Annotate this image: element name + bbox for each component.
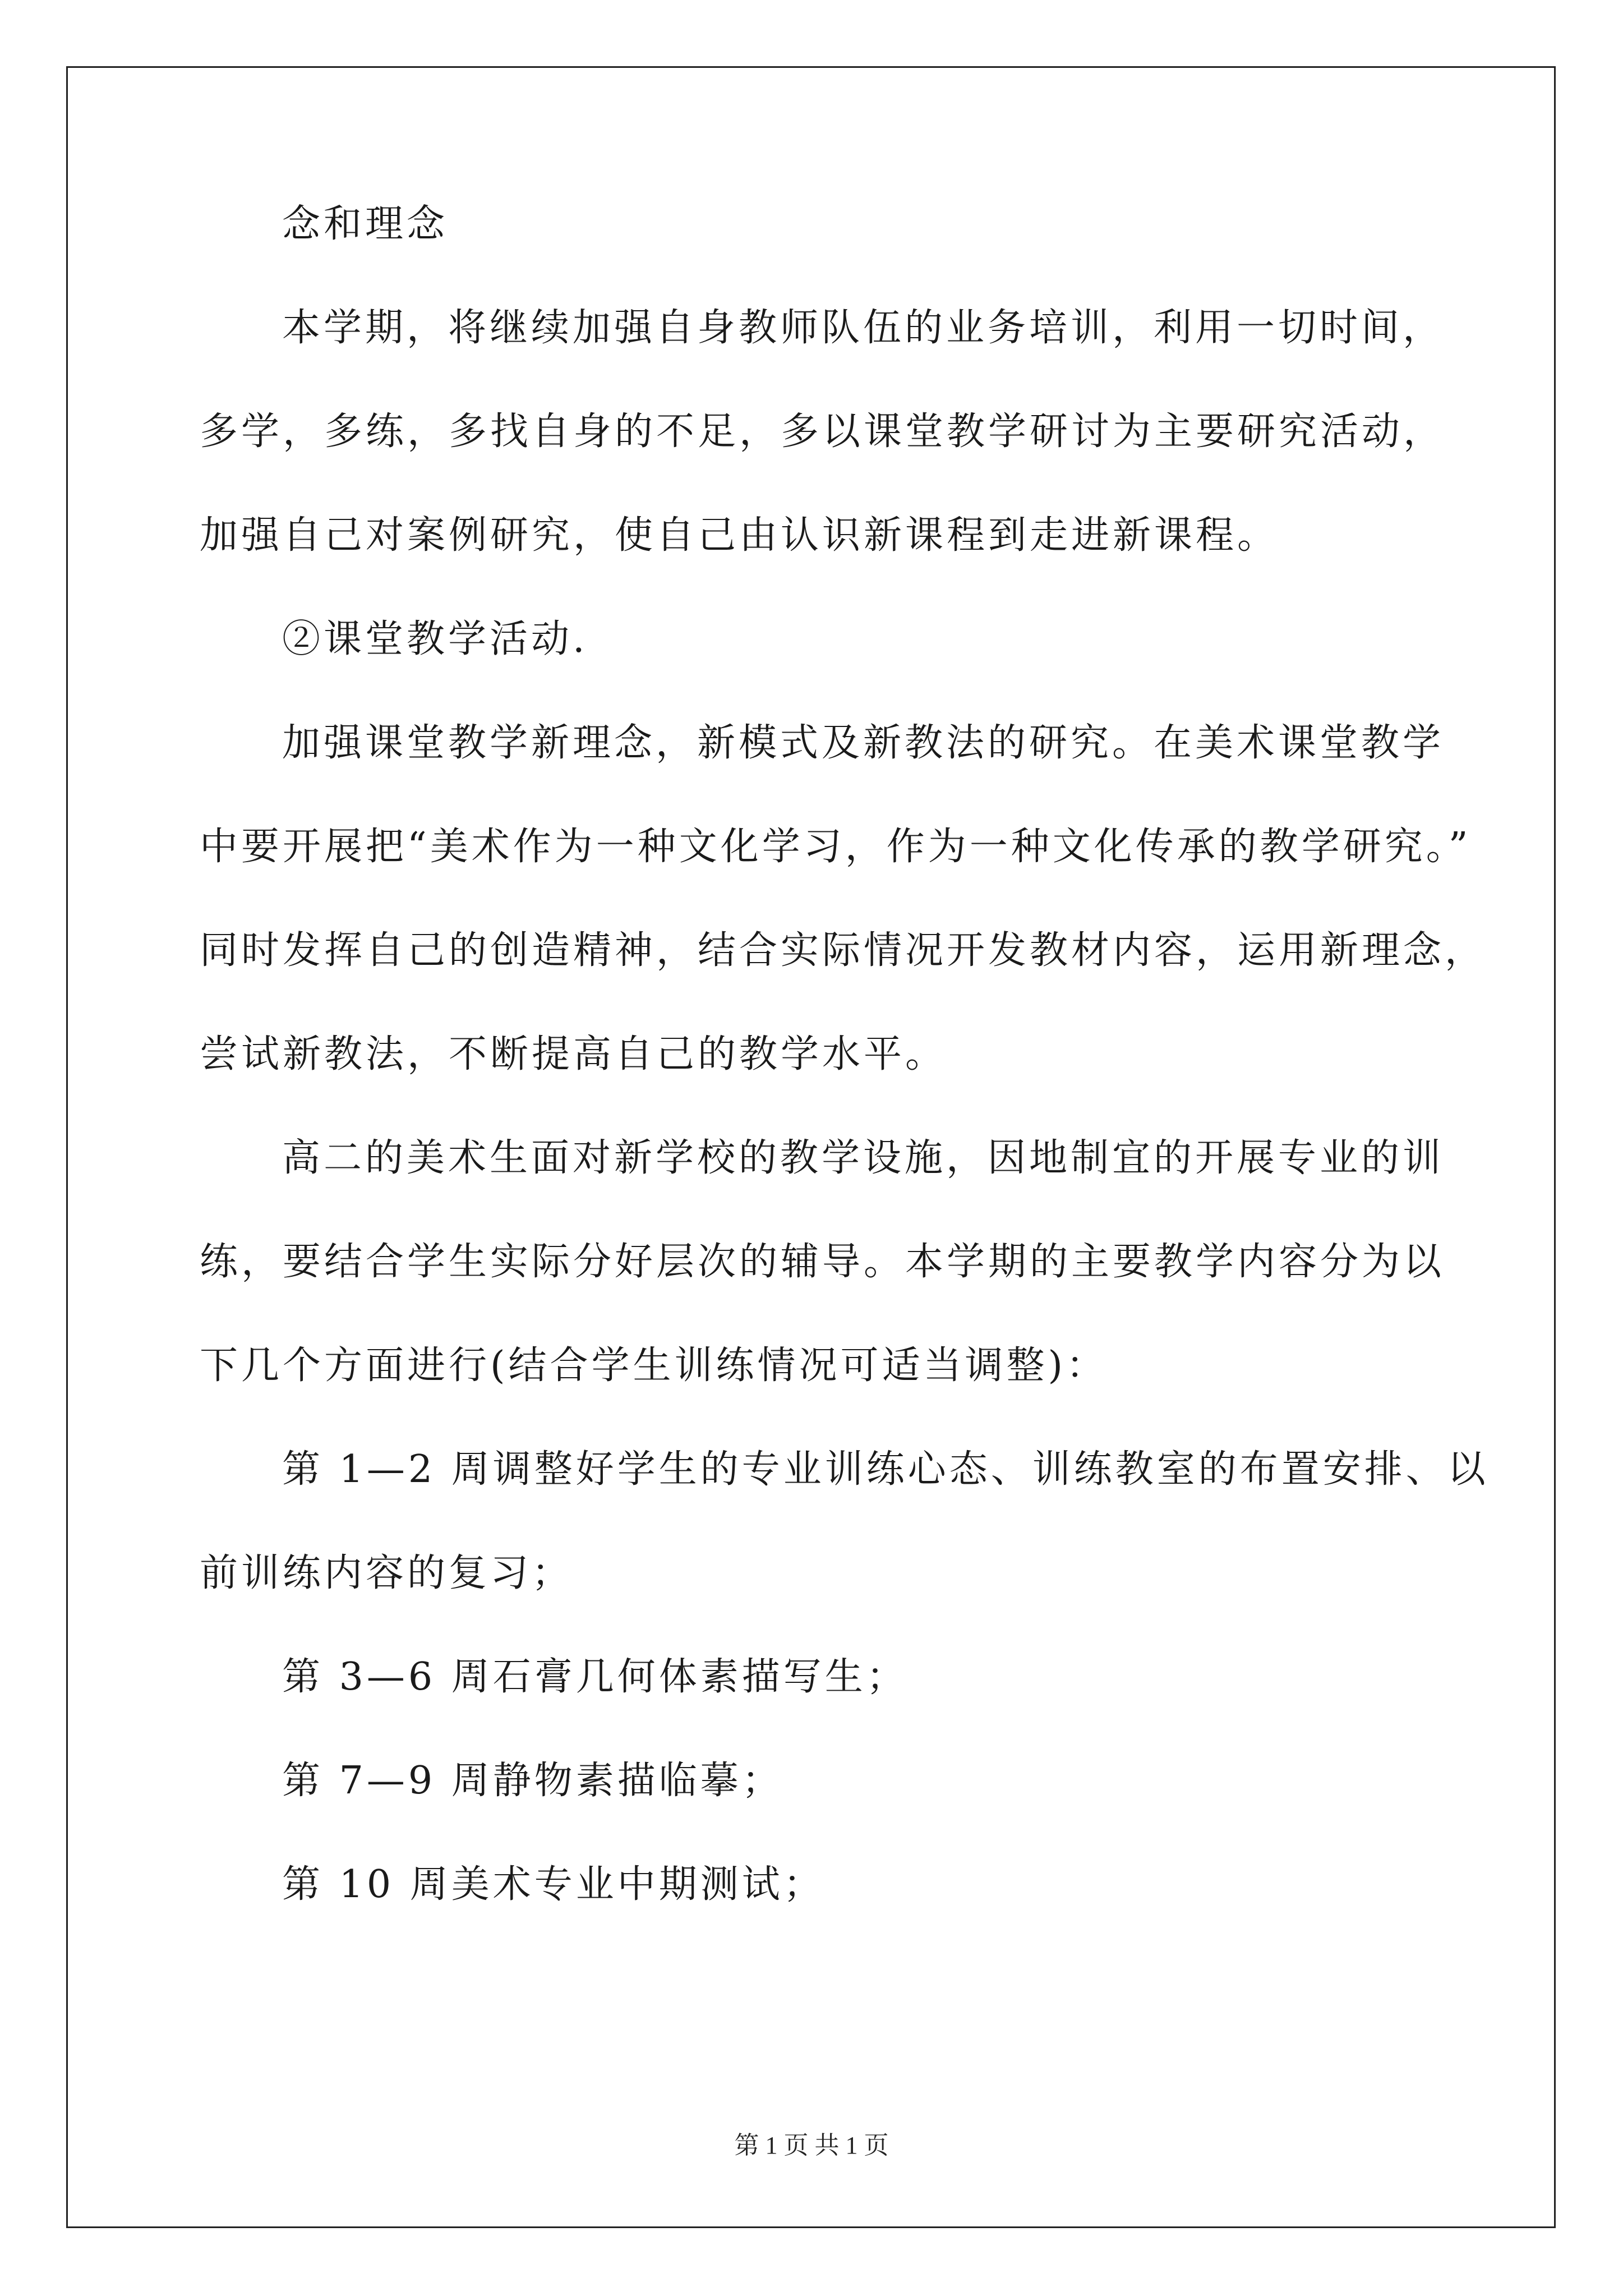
text-line: 中要开展把“美术作为一种文化学习，作为一种文化传承的教学研究。” — [200, 825, 1472, 869]
text-line: 念和理念 — [282, 202, 449, 246]
text-line: 尝试新教法，不断提高自己的教学水平。 — [200, 1032, 947, 1076]
text-line: 加强课堂教学新理念，新模式及新教法的研究。在美术课堂教学 — [282, 721, 1445, 765]
text-line: 同时发挥自己的创造精神，结合实际情况开发教材内容，运用新理念， — [200, 928, 1487, 973]
text-line: 第 3—6 周石膏几何体素描写生； — [282, 1655, 908, 1699]
text-line: 加强自己对案例研究，使自己由认识新课程到走进新课程。 — [200, 513, 1279, 558]
text-line: 本学期，将继续加强自身教师队伍的业务培训，利用一切时间， — [282, 306, 1445, 350]
text-line: 下几个方面进行(结合学生训练情况可适当调整)： — [200, 1343, 1108, 1388]
text-line: 第 1—2 周调整好学生的专业训练心态、训练教室的布置安排、以 — [282, 1447, 1489, 1492]
text-line: ②课堂教学活动. — [282, 617, 588, 661]
text-line: 高二的美术生面对新学校的教学设施，因地制宜的开展专业的训 — [282, 1136, 1445, 1180]
text-line: 第 7—9 周静物素描临摹； — [282, 1759, 783, 1803]
text-line: 前训练内容的复习； — [200, 1551, 574, 1595]
text-line: 第 10 周美术专业中期测试； — [282, 1862, 825, 1907]
text-line: 多学，多练，多找自身的不足，多以课堂教学研讨为主要研究活动， — [200, 409, 1445, 454]
page-number-footer: 第 1 页 共 1 页 — [734, 2132, 889, 2159]
text-line: 练，要结合学生实际分好层次的辅导。本学期的主要教学内容分为以 — [200, 1240, 1445, 1284]
